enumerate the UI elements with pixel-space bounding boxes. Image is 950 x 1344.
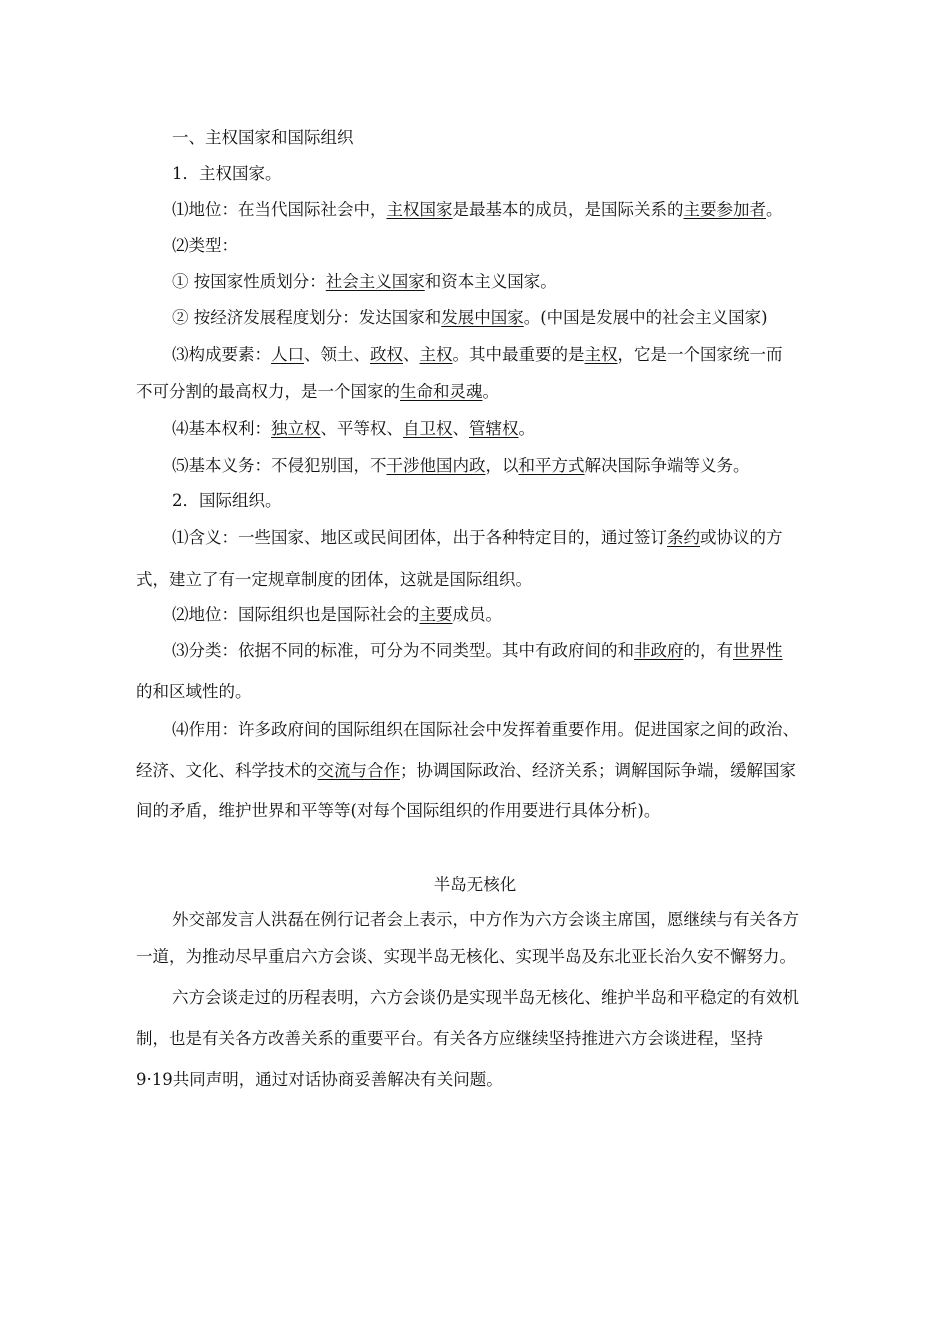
para-classification-cont: 的和区域性的。 [136,682,252,701]
article-paragraph-line: 9·19共同声明，通过对话协商妥善解决有关问题。 [136,1070,503,1089]
underlined-term: 人口 [271,345,304,364]
underlined-term: 主权 [584,345,618,364]
para-type-economy: ② 按经济发展程度划分：发达国家和发展中国家。(中国是发展中的社会主义国家) [172,308,768,327]
underlined-term: 生命和灵魂 [400,382,483,401]
para-type-nature: ① 按国家性质划分：社会主义国家和资本主义国家。 [172,272,557,291]
para-types: ⑵类型： [172,236,238,255]
underlined-term: 主要 [419,605,453,624]
underlined-term: 发展中国家 [441,308,524,327]
underlined-term: 交流与合作 [317,761,400,780]
para-function-cont: 经济、文化、科学技术的交流与合作；协调国际政治、经济关系；调解国际争端，缓解国家 [136,761,796,780]
para-classification: ⑶分类：依据不同的标准，可分为不同类型。其中有政府间的和非政府的，有世界性 [172,641,783,660]
underlined-term: 社会主义国家 [325,272,425,291]
underlined-term: 政权 [370,345,403,364]
para-function: ⑷作用：许多政府间的国际组织在国际社会中发挥着重要作用。促进国家之间的政治、 [172,720,799,739]
underlined-term: 条约 [667,528,700,547]
underlined-term: 世界性 [733,641,783,660]
subheading-intl-org: 2．国际组织。 [172,491,282,510]
section-heading: 一、主权国家和国际组织 [172,128,354,147]
underlined-term: 管辖权 [469,419,519,438]
underlined-term: 主权国家 [386,200,453,219]
para-function-end: 间的矛盾，维护世界和平等等(对每个国际组织的作用要进行具体分析)。 [136,801,661,820]
para-elements: ⑶构成要素：人口、领土、政权、主权。其中最重要的是主权，它是一个国家统一而 [172,345,783,364]
para-rights: ⑷基本权利：独立权、平等权、自卫权、管辖权。 [172,419,535,438]
subheading-sovereign-state: 1．主权国家。 [172,164,282,183]
article-title: 半岛无核化 [433,875,517,894]
article-paragraph-line: 一道，为推动尽早重启六方会谈、实现半岛无核化、实现半岛及东北亚长治久安不懈努力。 [136,947,796,966]
para-definition-cont: 式，建立了有一定规章制度的团体，这就是国际组织。 [136,570,532,589]
underlined-term: 和平方式 [518,456,585,475]
underlined-term: 独立权 [271,419,321,438]
para-obligations: ⑸基本义务：不侵犯别国，不干涉他国内政，以和平方式解决国际争端等义务。 [172,456,750,475]
para-elements-cont: 不可分割的最高权力，是一个国家的生命和灵魂。 [136,382,499,401]
underlined-term: 主要参加者 [683,200,766,219]
underlined-term: 自卫权 [403,419,453,438]
article-paragraph-line: 外交部发言人洪磊在例行记者会上表示，中方作为六方会谈主席国，愿继续与有关各方 [172,910,799,929]
para-org-status: ⑵地位：国际组织也是国际社会的主要成员。 [172,605,502,624]
para-status: ⑴地位：在当代国际社会中，主权国家是最基本的成员，是国际关系的主要参加者。 [172,200,783,219]
underlined-term: 非政府 [634,641,684,660]
para-definition: ⑴含义：一些国家、地区或民间团体，出于各种特定目的，通过签订条约或协议的方 [172,528,783,547]
underlined-term: 主权 [419,345,453,364]
article-paragraph-line: 制，也是有关各方改善关系的重要平台。有关各方应继续坚持推进六方会谈进程，坚持 [136,1029,763,1048]
article-paragraph-line: 六方会谈走过的历程表明，六方会谈仍是实现半岛无核化、维护半岛和平稳定的有效机 [172,988,799,1007]
underlined-term: 干涉他国内政 [386,456,486,475]
